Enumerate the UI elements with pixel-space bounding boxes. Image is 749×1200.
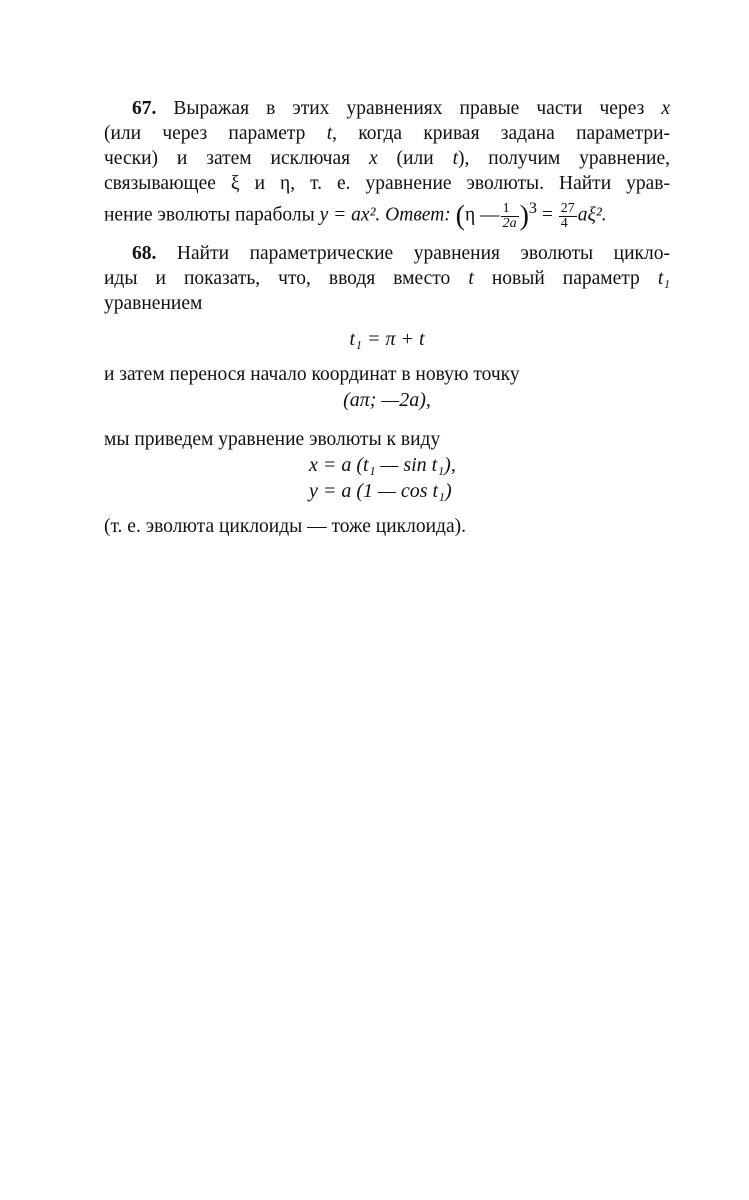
problem-68-line-1: 68. Найти параметрические уравнения эволюты цикло- — [132, 242, 671, 264]
page-content — [104, 96, 670, 539]
evolute-equations — [104, 452, 670, 504]
problem-67-line-4: связывающее ξ и η, т. е. уравнение эволюты. Найти урав- — [104, 173, 670, 194]
parabola-equation: y = ax². — [319, 204, 381, 226]
problem-67-number: 67. — [132, 98, 157, 119]
problem-68-line-5: мы приведем уравнение эволюты к виду — [104, 428, 441, 450]
problem-68-conclusion — [104, 514, 670, 539]
fraction-one-over-2a: $\frac{1}{2a}$ — [502, 200, 517, 231]
problem-67-line-3: чески) и затем исключая x (или t), получим уравнение, — [104, 148, 671, 169]
formula-new-origin: (aπ; —2a), — [343, 388, 431, 411]
formula-t1: t₁ = π + t — [349, 327, 425, 350]
problem-68-line-4: и затем перенося начало координат в новую точку — [104, 363, 520, 385]
problem-68-continued-2 — [104, 427, 670, 452]
problem-67-line-5: нение эволюты параболы y = ax². Ответ: (η — $\frac{1}{2a}$ )$^3$ = $\frac{27}{4}$ aξ². — [104, 199, 607, 232]
answer-label: Ответ: — [385, 204, 451, 226]
problem-68-number: 68. — [132, 242, 157, 264]
problem-68-line-3: уравнением — [104, 292, 203, 314]
problem-68-line-6: (т. е. эволюта циклоиды — тоже циклоида). — [104, 515, 466, 537]
problem-67 — [104, 96, 670, 231]
right-paren: ) — [519, 200, 529, 232]
formula-y: y = a (1 — cos t₁) — [309, 479, 452, 502]
problem-67-line-2: (или через параметр t, когда кривая задана параметри- — [104, 123, 671, 144]
fraction-27-over-4: $\frac{27}{4}$ — [560, 200, 575, 231]
problem-68-continued — [104, 362, 670, 387]
problem-67-line-1: 67. Выражая в этих уравнениях правые части через x — [132, 98, 671, 119]
problem-68-line-2: иды и показать, что, вводя вместо t новый параметр t₁ — [104, 267, 671, 289]
formula-x: x = a (t₁ — sin t₁), — [309, 453, 456, 476]
problem-68 — [104, 241, 670, 316]
left-paren: ( — [455, 200, 465, 232]
